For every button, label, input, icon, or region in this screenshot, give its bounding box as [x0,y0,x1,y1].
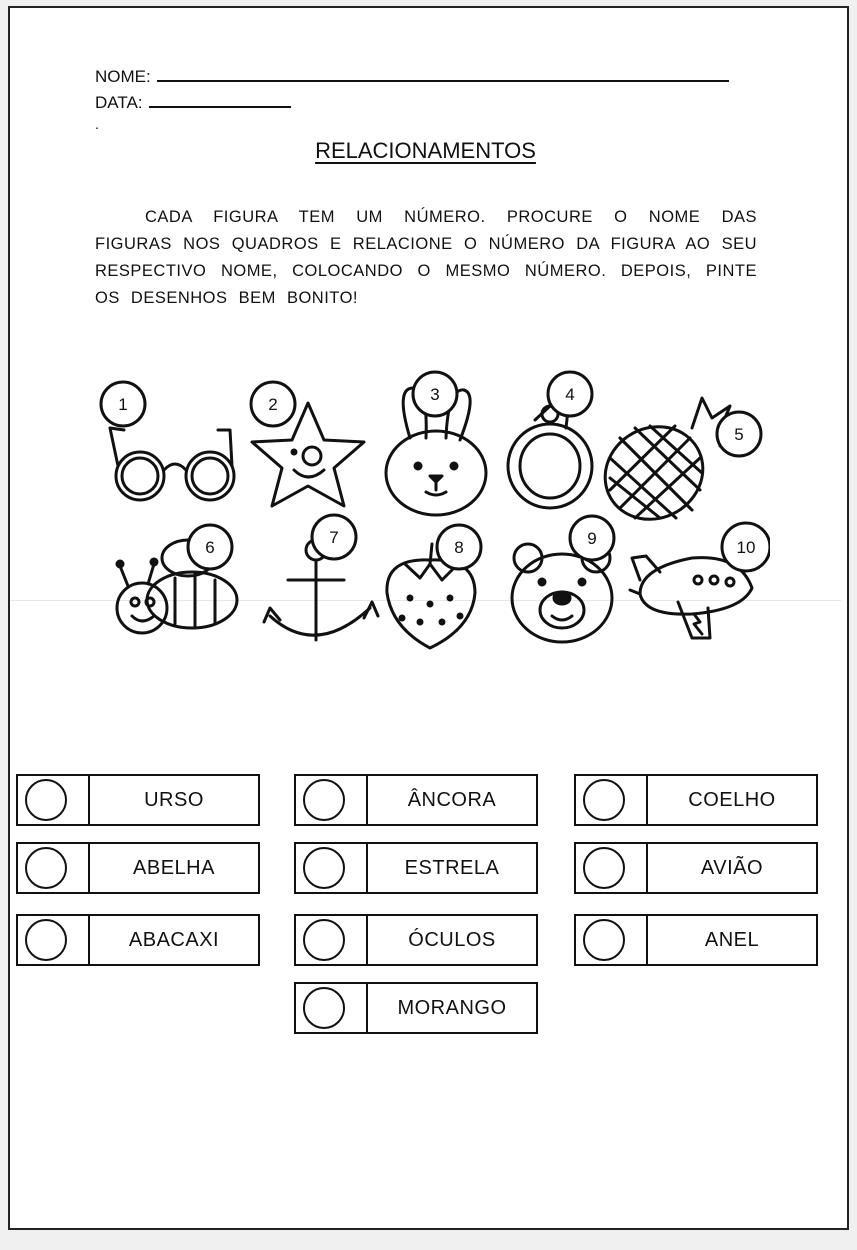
number-circle[interactable] [583,919,625,961]
number-slot [576,776,648,824]
date-label: DATA: [95,93,143,112]
number-slot [296,984,368,1032]
number-circle[interactable] [303,987,345,1029]
title-text: RELACIONAMENTOS [315,138,536,163]
number-slot [18,844,90,892]
answer-word: ÓCULOS [408,928,496,951]
number-slot [18,776,90,824]
answer-grid [10,8,847,1228]
number-slot [296,776,368,824]
number-circle[interactable] [303,919,345,961]
worksheet [8,6,849,1230]
badge-label: 9 [587,529,597,548]
answer-box-estrela [294,842,538,894]
answer-box-abelha [16,842,260,894]
number-circle[interactable] [25,919,67,961]
badge-label: 7 [329,528,339,547]
name-label: NOME: [95,67,151,86]
answer-box-morango [294,982,538,1034]
answer-box-ancora [294,774,538,826]
number-circle[interactable] [583,779,625,821]
stray-mark: . [95,116,99,132]
instructions: CADA FIGURA TEM UM NÚMERO. PROCURE O NOME DAS FIGURAS NOS QUADROS E RELACIONE O NÚMERO DA FIGURA AO SEU RESPECTIVO NOME, COLOCANDO O MESMO NÚMERO. DEPOIS, PINTE OS DESENHOS BEM BONITO! [95,208,757,307]
answer-box-aviao [574,842,818,894]
answer-word: URSO [144,788,204,811]
badge-label: 3 [430,385,440,404]
number-circle[interactable] [303,847,345,889]
number-circle[interactable] [25,779,67,821]
answer-word: ÂNCORA [407,788,497,811]
badge-label: 1 [118,395,128,414]
badge-label: 2 [268,395,278,414]
badge-label: 4 [565,385,575,404]
badge-label: 8 [454,538,464,557]
badge-label: 6 [205,538,215,557]
answer-box-abacaxi [16,914,260,966]
answer-word: MORANGO [397,996,507,1019]
answer-word: ANEL [704,928,760,951]
answer-box-anel [574,914,818,966]
answer-box-coelho [574,774,818,826]
number-slot [296,844,368,892]
number-circle[interactable] [303,779,345,821]
number-slot [576,844,648,892]
number-slot [18,916,90,964]
answer-word: AVIÃO [700,856,764,879]
answer-word: ABELHA [133,856,215,879]
number-circle[interactable] [25,847,67,889]
answer-box-urso [16,774,260,826]
number-slot [296,916,368,964]
answer-word: ESTRELA [404,856,500,879]
badge-label: 10 [736,538,756,557]
answer-word: ABACAXI [128,928,220,951]
number-slot [576,916,648,964]
answer-word: COELHO [688,788,776,811]
badge-label: 5 [734,425,744,444]
number-circle[interactable] [583,847,625,889]
answer-box-oculos [294,914,538,966]
